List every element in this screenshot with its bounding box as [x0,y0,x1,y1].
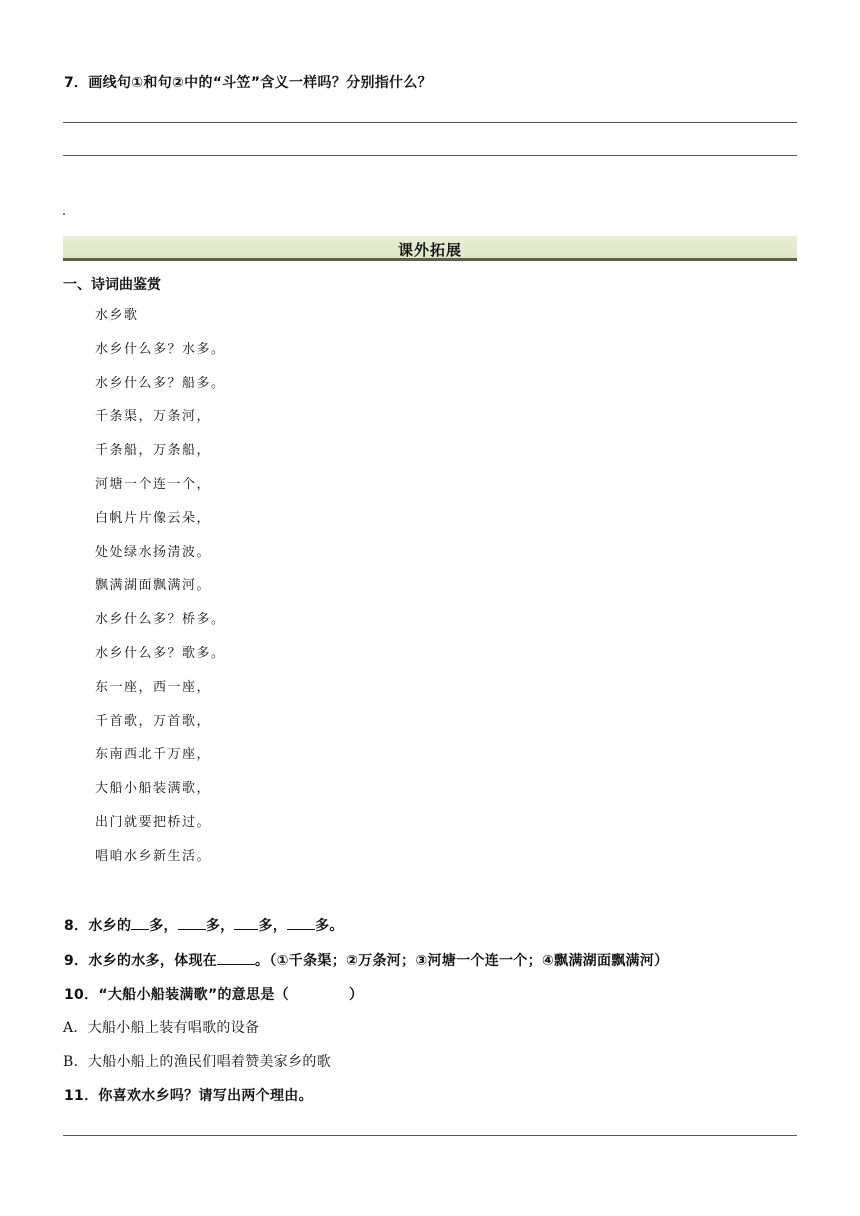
fill-blank[interactable] [217,950,255,965]
poem [95,306,226,881]
poem-line: 水乡什么多？船多。 [95,375,226,391]
poem-line: 水乡什么多？水多。 [95,341,226,357]
question-9-prefix: 9．水乡的水多，体现在 [64,953,218,969]
decorative-dot [63,213,65,215]
question-11: 11．你喜欢水乡吗？请写出两个理由。 [64,1088,313,1104]
fill-blank[interactable] [178,915,206,930]
section-banner-title: 课外拓展 [397,241,462,259]
answer-line [63,1135,797,1136]
question-10-suffix: ） [348,987,364,1003]
answer-line [63,122,797,123]
poem-line: 东一座，西一座， [95,679,212,695]
option-b[interactable]: B．大船小船上的渔民们唱着赞美家乡的歌 [63,1054,331,1070]
question-9 [64,950,668,970]
poem-line: 千首歌，万首歌， [95,713,212,729]
fill-blank[interactable] [131,915,149,930]
poem-line: 东南西北千万座， [95,747,212,763]
fill-blank[interactable] [287,915,315,930]
poem-title: 水乡歌 [95,308,139,323]
poem-line: 出门就要把桥过。 [95,814,212,830]
poem-line: 水乡什么多？桥多。 [95,612,226,628]
answer-line [63,155,797,156]
poem-line: 千条渠，万条河， [95,409,212,425]
question-9-suffix: 。（①千条渠；②万条河；③河塘一个连一个；④飘满湖面飘满河） [255,953,669,969]
fill-blank[interactable] [234,915,258,930]
option-a[interactable]: A．大船小船上装有唱歌的设备 [63,1020,260,1036]
poem-line: 大船小船装满歌， [95,781,212,797]
question-10 [64,984,363,1004]
poem-line: 唱咱水乡新生活。 [95,848,212,864]
question-8-text: 多， [149,918,178,934]
section-heading: 一、诗词曲鉴赏 [63,277,161,293]
poem-line: 处处绿水扬清波。 [95,544,212,560]
question-8-text: 多。 [315,918,344,934]
poem-line: 水乡什么多？歌多。 [95,645,226,661]
question-8-text: 多， [258,918,288,934]
poem-line: 白帆片片像云朵， [95,510,212,526]
question-8-prefix: 8．水乡的 [64,918,132,934]
question-8 [64,915,344,935]
poem-line: 千条船，万条船， [95,443,212,459]
question-10-prefix: 10．“大船小船装满歌”的意思是（ [64,987,289,1003]
question-7: 7．画线句①和句②中的“斗笠”含义一样吗？分别指什么？ [64,75,432,91]
question-8-text: 多， [205,918,235,934]
poem-line: 飘满湖面飘满河。 [95,578,212,594]
poem-line: 河塘一个连一个， [95,476,212,492]
